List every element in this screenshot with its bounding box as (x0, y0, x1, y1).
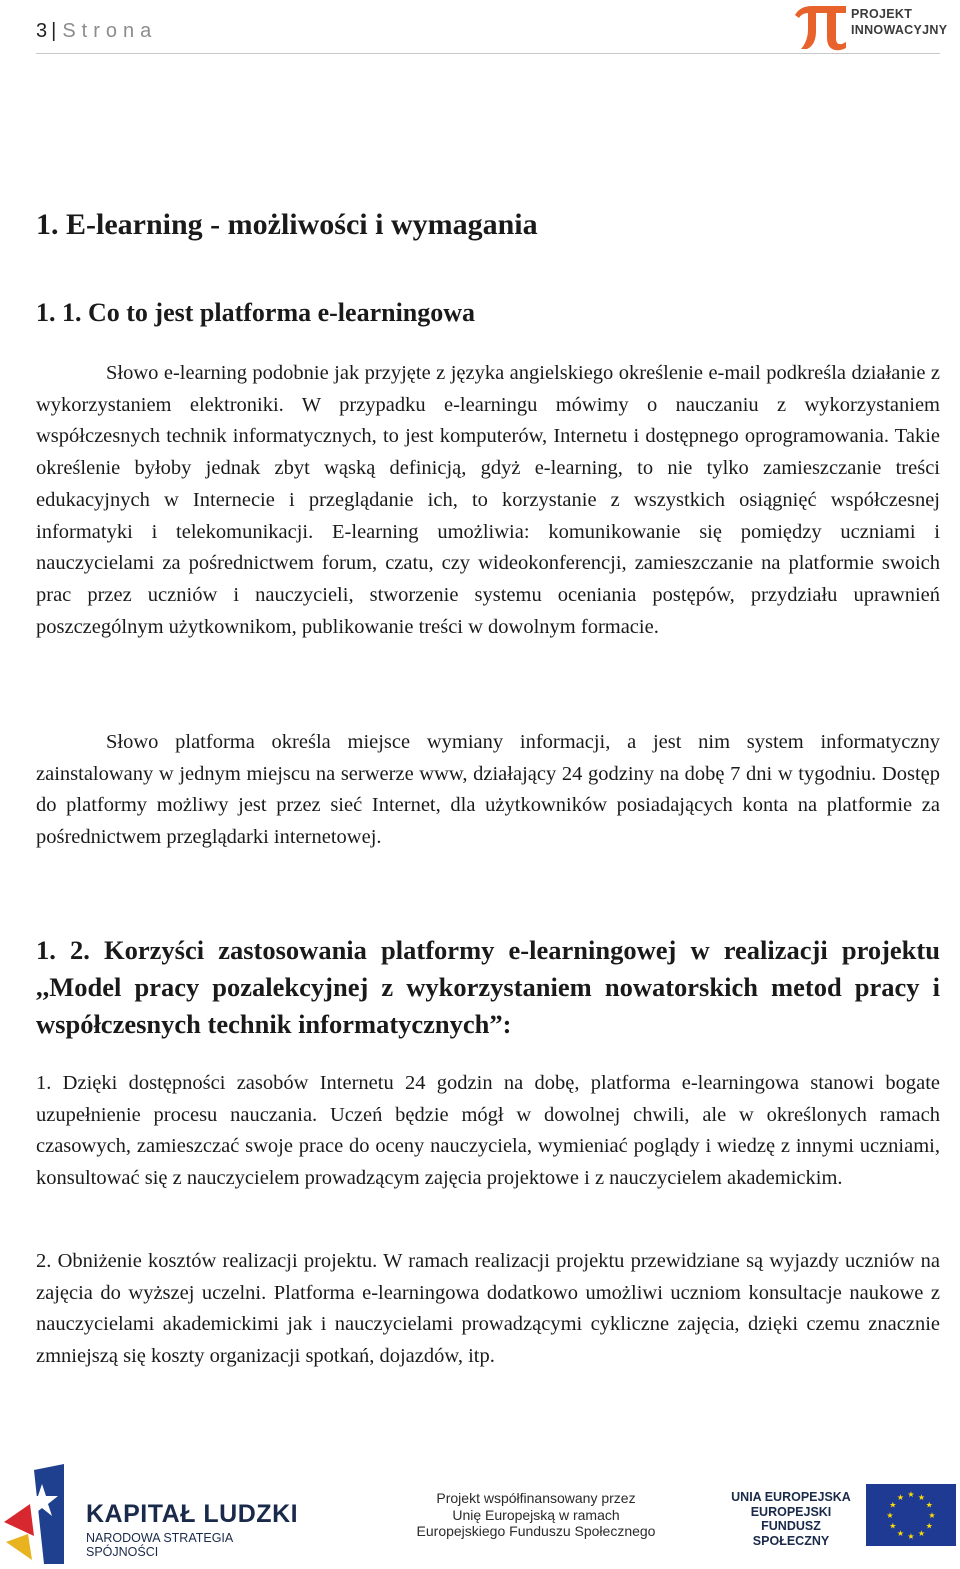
kapital-ludzki-subtitle: NARODOWA STRATEGIA SPÓJNOŚCI (86, 1531, 233, 1559)
page-word: Strona (62, 20, 158, 42)
page-number-value: 3 (36, 20, 48, 42)
svg-text:★: ★ (896, 1492, 905, 1502)
eu-text-line-3: FUNDUSZ SPOŁECZNY (752, 1519, 830, 1548)
section-heading-1: 1. E-learning - możliwości i wymagania (36, 208, 538, 241)
logo-line-projekt: PROJEKT (851, 7, 913, 21)
cofinancing-note (396, 1490, 676, 1540)
header-divider (36, 53, 940, 54)
svg-text:★: ★ (886, 1511, 894, 1520)
kapital-ludzki-title: KAPITAŁ LUDZKI (86, 1500, 299, 1528)
paragraph-elearning-definition: Słowo e-learning podobnie jak przyjęte z języka angielskiego określenie e-mail podkreśla działanie z wykorzystaniem elektroniki. W przypadku e-learningu mówimy o nauczaniu z wykorzystaniem współczesnych technik informatycznych, to jest komputerów, Internetu i dostępnego oprogramowania. Takie określenie byłoby jednak zbyt wąską definicją, gdyż e-learning, to nie tylko zamieszczanie treści edukacyjnych w Internecie i przeglądanie ich, to korzystanie z wszystkich osiągnięć współczesnej informatyki i telekomunikacji. E-learning umożliwia: komunikowanie się pomiędzy uczniami i nauczycielami za pośrednictwem forum, czatu, czy wideokonferencji, zamieszczanie na platformie swoich prac przez uczniów i nauczycieli, stworzenie systemu oceniania postępów, przydziału uprawnień poszczególnym użytkownikom, publikowanie treści w dowolnym formacie. (36, 362, 940, 638)
cofinancing-line-2: Unię Europejską w ramach (452, 1506, 620, 1523)
page-number (36, 20, 157, 43)
eu-text-line-1: UNIA EUROPEJSKA (731, 1490, 851, 1504)
paragraph-benefit-2: 2. Obniżenie kosztów realizacji projektu. W ramach realizacji projektu przewidziane są wyjazdy uczniów na zajęcia do wyższej uczelni. Platforma e-learningowa dodatkowo umożliwi uczniom konsultacje naukowe z nauczycielami akademickimi jak i nauczycielami prowadzącymi cykliczne zajęcia, dzięki czemu znacznie zmniejszą się koszty organizacji spotkań, dojazdów, itp. (36, 1250, 940, 1368)
paragraph-benefit-1: 1. Dzięki dostępności zasobów Internetu 24 godzin na dobę, platforma e-learningowa stanowi bogate uzupełnienie procesu nauczania. Uczeń będzie mógł w dowolnej chwili, ale w określonych ramach czasowych, zamieszczać swoje prace do oceny nauczyciela, wymieniać poglądy i wiedzę z innymi uczniami, konsultować się z nauczycielem prowadzącym zajęcia projektowe i z nauczycielem akademickim. (36, 1072, 940, 1190)
svg-text:★: ★ (907, 1532, 915, 1541)
eu-flag-icon (866, 1484, 956, 1546)
kapital-ludzki-emblem-icon (4, 1464, 76, 1564)
footer-logos (0, 1460, 960, 1569)
svg-text:★: ★ (917, 1529, 926, 1539)
cofinancing-line-1: Projekt współfinansowany przez (436, 1490, 636, 1506)
subsection-heading-1-2: 1. 2. Korzyści zastosowania platformy e-learningowej w realizacji projektu ,,Model pracy pozalekcyjnej z wykorzystaniem nowatorskich metod pracy i współczesnych technik informatycznych”: (36, 935, 940, 1039)
svg-text:★: ★ (907, 1490, 915, 1499)
kapital-ludzki-logo (0, 1464, 300, 1568)
svg-text:★: ★ (896, 1529, 905, 1539)
svg-text:★: ★ (928, 1511, 936, 1520)
paragraph-platform-definition: Słowo platforma określa miejsce wymiany informacji, a jest nim system informatyczny zainstalowany w jednym miejscu na serwerze www, działający 24 godziny na dobę 7 dni w tygodniu. Dostęp do platformy możliwy jest przez sieć Internet, dla użytkowników posiadających konta na platformie za pośrednictwem przeglądarki internetowej. (36, 731, 940, 849)
page-number-separator: | (51, 20, 57, 42)
logo-line-innowacyjny: INNOWACYJNY (851, 23, 948, 37)
eu-text-line-2: EUROPEJSKI (750, 1504, 832, 1519)
subsection-heading-1-1: 1. 1. Co to jest platforma e-learningowa (36, 298, 476, 327)
svg-text:★: ★ (889, 1500, 897, 1510)
eu-fund-text (724, 1490, 858, 1548)
svg-text:★: ★ (889, 1521, 897, 1531)
cofinancing-line-3: Europejskiego Funduszu Społecznego (416, 1523, 656, 1539)
pi-symbol-icon (792, 3, 848, 51)
svg-text:★: ★ (925, 1521, 933, 1531)
svg-text:★: ★ (917, 1492, 926, 1502)
projekt-innowacyjny-logo (792, 2, 957, 52)
svg-text:★: ★ (925, 1500, 933, 1510)
